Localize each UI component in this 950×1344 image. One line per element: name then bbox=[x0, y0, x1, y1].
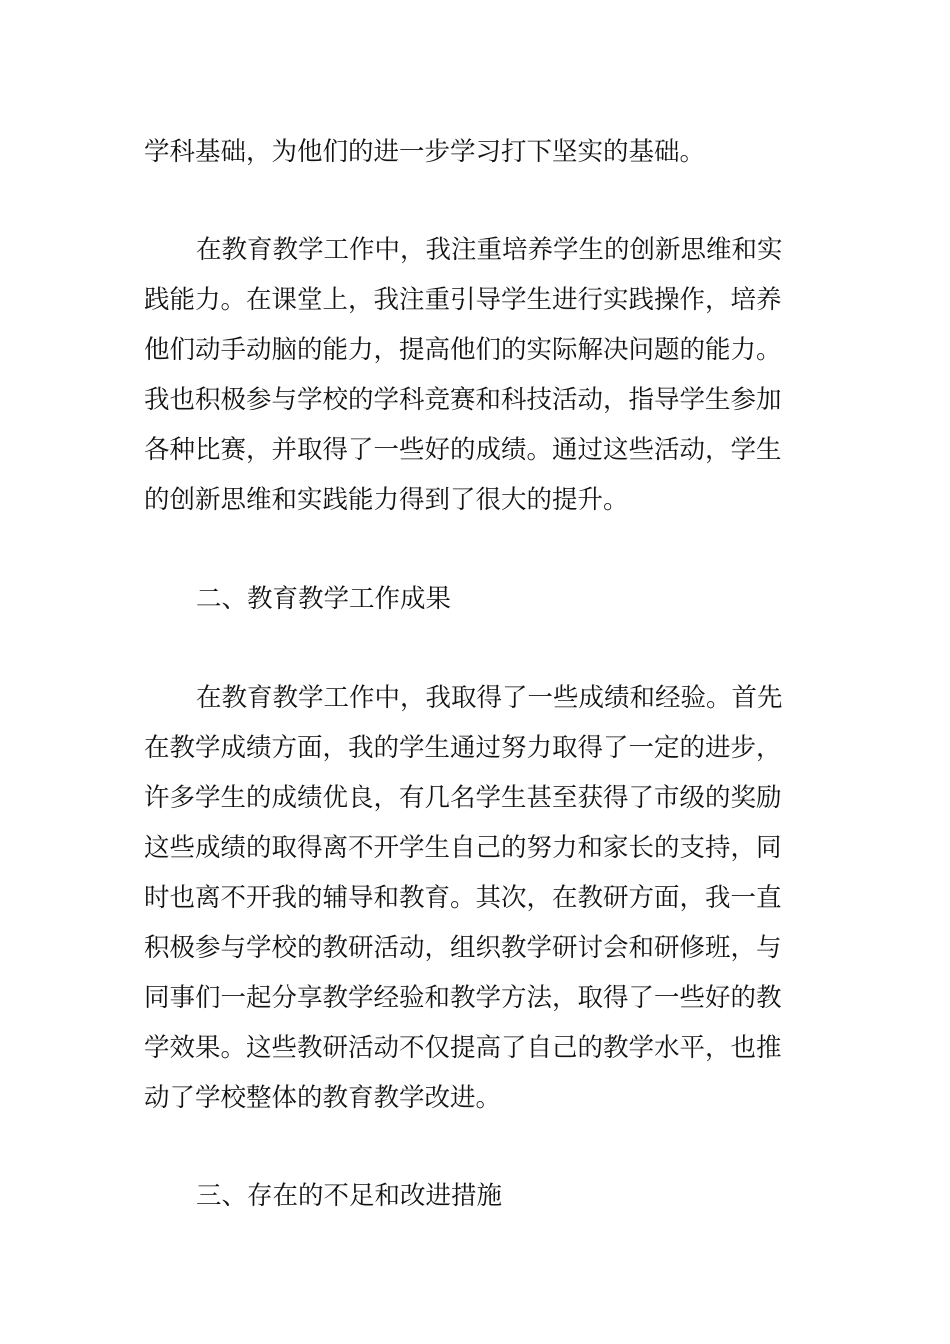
text-line: 时也离不开我的辅导和教育。其次，在教研方面，我一直 bbox=[144, 883, 782, 913]
paragraph bbox=[144, 673, 808, 1123]
text-line: 在教育教学工作中，我注重培养学生的创新思维和实 bbox=[196, 235, 783, 265]
heading-text: 三、存在的不足和改进措施 bbox=[196, 1181, 503, 1211]
text-line: 学效果。这些教研活动不仅提高了自己的教学水平，也推 bbox=[144, 1033, 782, 1063]
text-line: 他们动手动脑的能力，提高他们的实际解决问题的能力。 bbox=[144, 335, 782, 365]
text-line: 在教学成绩方面，我的学生通过努力取得了一定的进步， bbox=[144, 733, 782, 763]
text-line: 同事们一起分享教学经验和教学方法，取得了一些好的教 bbox=[144, 983, 782, 1013]
section-heading bbox=[144, 1171, 808, 1221]
text-line: 践能力。在课堂上，我注重引导学生进行实践操作，培养 bbox=[144, 285, 782, 315]
heading-text: 二、教育教学工作成果 bbox=[196, 584, 452, 614]
text-line: 在教育教学工作中，我取得了一些成绩和经验。首先 bbox=[196, 683, 783, 713]
text-line: 学科基础，为他们的进一步学习打下坚实的基础。 bbox=[144, 137, 706, 167]
text-line: 各种比赛，并取得了一些好的成绩。通过这些活动，学生 bbox=[144, 435, 782, 465]
section-heading bbox=[144, 574, 808, 624]
text-line: 我也积极参与学校的学科竞赛和科技活动，指导学生参加 bbox=[144, 385, 782, 415]
text-line: 积极参与学校的教研活动，组织教学研讨会和研修班，与 bbox=[144, 933, 782, 963]
text-line: 的创新思维和实践能力得到了很大的提升。 bbox=[144, 485, 629, 515]
text-line: 动了学校整体的教育教学改进。 bbox=[144, 1083, 502, 1113]
text-line: 许多学生的成绩优良，有几名学生甚至获得了市级的奖励 bbox=[144, 783, 782, 813]
paragraph bbox=[144, 225, 808, 525]
paragraph-continuation bbox=[144, 127, 808, 177]
text-line: 这些成绩的取得离不开学生自己的努力和家长的支持，同 bbox=[144, 833, 782, 863]
